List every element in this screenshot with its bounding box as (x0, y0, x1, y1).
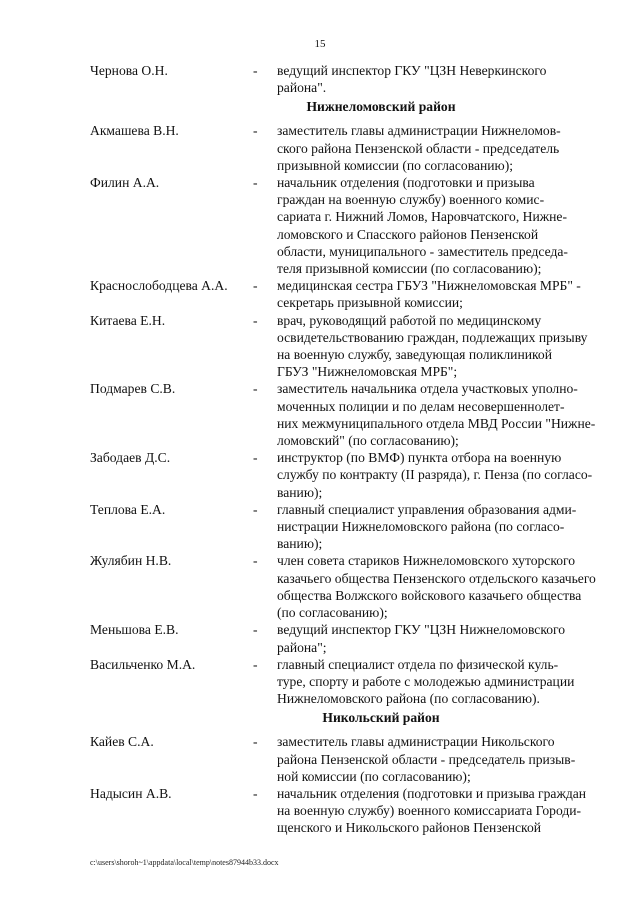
description-line: района". (277, 80, 327, 96)
dash-separator: - (253, 63, 258, 78)
person-name: Филин А.А. (90, 175, 160, 191)
dash-separator: - (253, 381, 258, 397)
dash-separator: - (253, 785, 258, 801)
person-name: Меньшова Е.В. (90, 622, 179, 638)
description-line: ломовского и Спасского районов Пензенской (277, 226, 539, 242)
description-line: заместитель главы администрации Нижнеломов- (277, 123, 561, 139)
description-line: области, муниципального - заместитель председа- (277, 243, 568, 259)
dash-separator: - (253, 312, 258, 328)
description-line: начальник отделения (подготовки и призыва граждан (277, 785, 587, 801)
entry (90, 552, 612, 621)
description-line: ведущий инспектор ГКУ "ЦЗН Нижнеломовского (277, 622, 566, 638)
position-description (277, 733, 612, 785)
description-line: туре, спорту и работе с молодежью администрации (277, 673, 575, 689)
description-line: района Пензенской области - председатель призыв- (277, 751, 576, 767)
section-heading: Нижнеломовский район (306, 99, 456, 115)
entry (90, 380, 612, 449)
description-line: медицинская сестра ГБУЗ "Нижнеломовская МРБ" - (277, 278, 581, 294)
description-line: призывной комиссии (по согласованию); (277, 157, 513, 173)
position-description (277, 122, 612, 174)
position-description (277, 501, 612, 553)
person-name: Подмарев С.В. (90, 381, 176, 397)
document-body (90, 62, 612, 837)
entry (90, 733, 612, 785)
dash-separator: - (253, 278, 258, 294)
footer-file-path: c:\users\shoroh~1\appdata\local\temp\notes87944b33.docx (90, 858, 279, 867)
entry (90, 277, 612, 311)
position-description (277, 277, 612, 311)
entry (90, 449, 612, 501)
description-line: ванию); (277, 484, 323, 500)
entry (90, 62, 612, 96)
description-line: Нижнеломовского района (по согласованию). (277, 691, 540, 707)
person-name: Краснослободцева А.А. (90, 278, 228, 294)
description-line: ломовский" (по согласованию); (277, 433, 459, 449)
description-line: района"; (277, 639, 327, 655)
position-description (277, 656, 612, 708)
person-name: Кайев С.А. (90, 734, 154, 750)
description-line: теля призывной комиссии (по согласованию); (277, 261, 542, 277)
person-name: Китаева Е.Н. (90, 312, 166, 328)
description-line: нистрации Нижнеломовского района (по согласо- (277, 519, 565, 535)
description-line: на военную службу, заведующая поликлиникой (277, 347, 552, 363)
dash-separator: - (253, 123, 258, 139)
description-line: главный специалист отдела по физической куль- (277, 656, 559, 672)
person-name: Забодаев Д.С. (90, 450, 171, 466)
description-line: щенского и Никольского районов Пензенской (277, 820, 542, 836)
entry (90, 785, 612, 837)
entry (90, 621, 612, 655)
person-name: Теплова Е.А. (90, 501, 166, 517)
description-line: член совета стариков Нижнеломовского хуторского (277, 553, 576, 569)
description-line: заместитель начальника отдела участковых уполно- (277, 381, 578, 397)
entry (90, 501, 612, 553)
person-name: Надысин А.В. (90, 785, 172, 801)
person-name: Акмашева В.Н. (90, 123, 179, 139)
page-number: 15 (314, 38, 326, 50)
dash-separator: - (253, 622, 258, 638)
position-description (277, 312, 612, 381)
position-description (277, 62, 612, 96)
description-line: заместитель главы администрации Никольского (277, 734, 555, 750)
description-line: начальник отделения (подготовки и призыва (277, 175, 535, 191)
description-line: главный специалист управления образования адми- (277, 501, 577, 517)
entry (90, 122, 612, 174)
dash-separator: - (253, 175, 258, 191)
description-line: освидетельствованию граждан, подлежащих призыву (277, 329, 588, 345)
entry (90, 312, 612, 381)
description-line: службу по контракту (II разряда), г. Пенза (по согласо- (277, 467, 593, 483)
description-line: казачьего общества Пензенского отдельского казачьего (277, 570, 596, 586)
section-heading: Никольский район (322, 710, 440, 726)
dash-separator: - (253, 450, 258, 466)
entry (90, 174, 612, 277)
description-line: граждан на военную службу) военного комис- (277, 192, 545, 208)
position-description (277, 621, 612, 655)
position-description (277, 174, 612, 277)
description-line: (по согласованию); (277, 605, 388, 621)
description-line: ГБУЗ "Нижнеломовская МРБ"; (277, 364, 458, 380)
position-description (277, 380, 612, 449)
dash-separator: - (253, 656, 258, 672)
description-line: них межмуниципального отдела МВД России "Нижне- (277, 415, 596, 431)
dash-separator: - (253, 501, 258, 517)
description-line: общества Волжского войскового казачьего общества (277, 587, 582, 603)
description-line: секретарь призывной комиссии; (277, 295, 463, 311)
person-name: Жулябин Н.В. (90, 553, 172, 569)
description-line: ского района Пензенской области - председатель (277, 140, 560, 156)
description-line: врач, руководящий работой по медицинскому (277, 312, 542, 328)
dash-separator: - (253, 734, 258, 750)
description-line: ной комиссии (по согласованию); (277, 768, 471, 784)
person-name: Чернова О.Н. (90, 63, 168, 78)
dash-separator: - (253, 553, 258, 569)
position-description (277, 552, 612, 621)
description-line: сариата г. Нижний Ломов, Наровчатского, Нижне- (277, 209, 567, 225)
position-description (277, 449, 612, 501)
entry (90, 656, 612, 708)
position-description (277, 785, 612, 837)
description-line: ванию); (277, 536, 323, 552)
description-line: ведущий инспектор ГКУ "ЦЗН Неверкинского (277, 63, 547, 78)
description-line: на военную службу) военного комиссариата Городи- (277, 803, 582, 819)
description-line: моченных полиции и по делам несовершеннолет- (277, 398, 565, 414)
description-line: инструктор (по ВМФ) пункта отбора на военную (277, 450, 562, 466)
person-name: Васильченко М.А. (90, 656, 196, 672)
